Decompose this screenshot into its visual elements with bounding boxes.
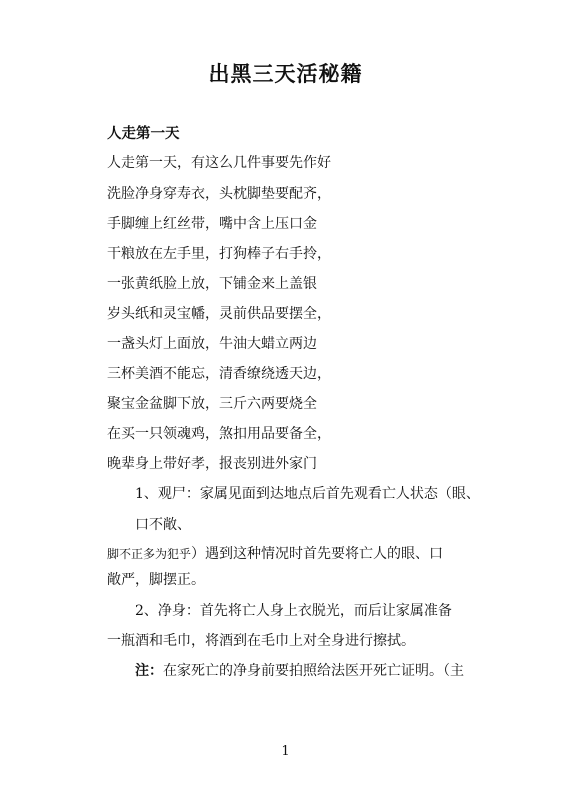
verse-line: 一盏头灯上面放，牛油大蜡立两边 bbox=[107, 336, 317, 352]
verse-line: 干粮放在左手里，打狗棒子右手拎， bbox=[107, 246, 331, 262]
verse-line: 聚宝金盆脚下放，三斤六两要烧全 bbox=[107, 396, 317, 412]
verse-line: 在买一只领魂鸡，煞扣用品要备全， bbox=[107, 426, 331, 442]
paragraph-observe-small-text: 脚不正多为犯乎 bbox=[107, 547, 192, 561]
note-text: 在家死亡的净身前要拍照给法医开死亡证明。（主 bbox=[163, 663, 464, 679]
verse-line: 人走第一天，有这么几件事要先作好 bbox=[107, 155, 331, 171]
verse-line: 三杯美酒不能忘，清香缭绕透天边， bbox=[107, 366, 331, 382]
note-paragraph bbox=[135, 660, 464, 680]
paragraph-observe-line4: 敞严，脚摆正。 bbox=[107, 572, 205, 588]
paragraph-observe-line3 bbox=[107, 543, 443, 563]
page-number: 1 bbox=[281, 744, 290, 759]
verse-line: 岁头纸和灵宝幡，灵前供品要摆全， bbox=[107, 306, 331, 322]
verse-line: 洗脸净身穿寿衣，头枕脚垫要配齐， bbox=[107, 186, 331, 202]
paragraph-observe-line1: 1、观尸：家属见面到达地点后首先观看亡人状态（眼、 bbox=[135, 486, 480, 502]
verse-line: 一张黄纸脸上放，下铺金来上盖银 bbox=[107, 276, 317, 292]
verse-line: 晚辈身上带好孝，报丧别进外家门 bbox=[107, 456, 317, 472]
paragraph-cleanse-line2: 一瓶酒和毛巾，将酒到在毛巾上对全身进行擦拭。 bbox=[107, 633, 415, 649]
paragraph-cleanse-line1: 2、净身：首先将亡人身上衣脱光，而后让家属准备 bbox=[135, 603, 452, 619]
note-label: 注： bbox=[135, 663, 163, 679]
paragraph-observe-text: ）遇到这种情况时首先要将亡人的眼、口 bbox=[191, 546, 444, 562]
section-heading: 人走第一天 bbox=[107, 126, 180, 142]
paragraph-observe-line2: 口不敞、 bbox=[135, 517, 191, 533]
verse-line: 手脚缠上红丝带，嘴中含上压口金 bbox=[107, 216, 317, 232]
page-title: 出黑三天活秘籍 bbox=[208, 62, 363, 86]
